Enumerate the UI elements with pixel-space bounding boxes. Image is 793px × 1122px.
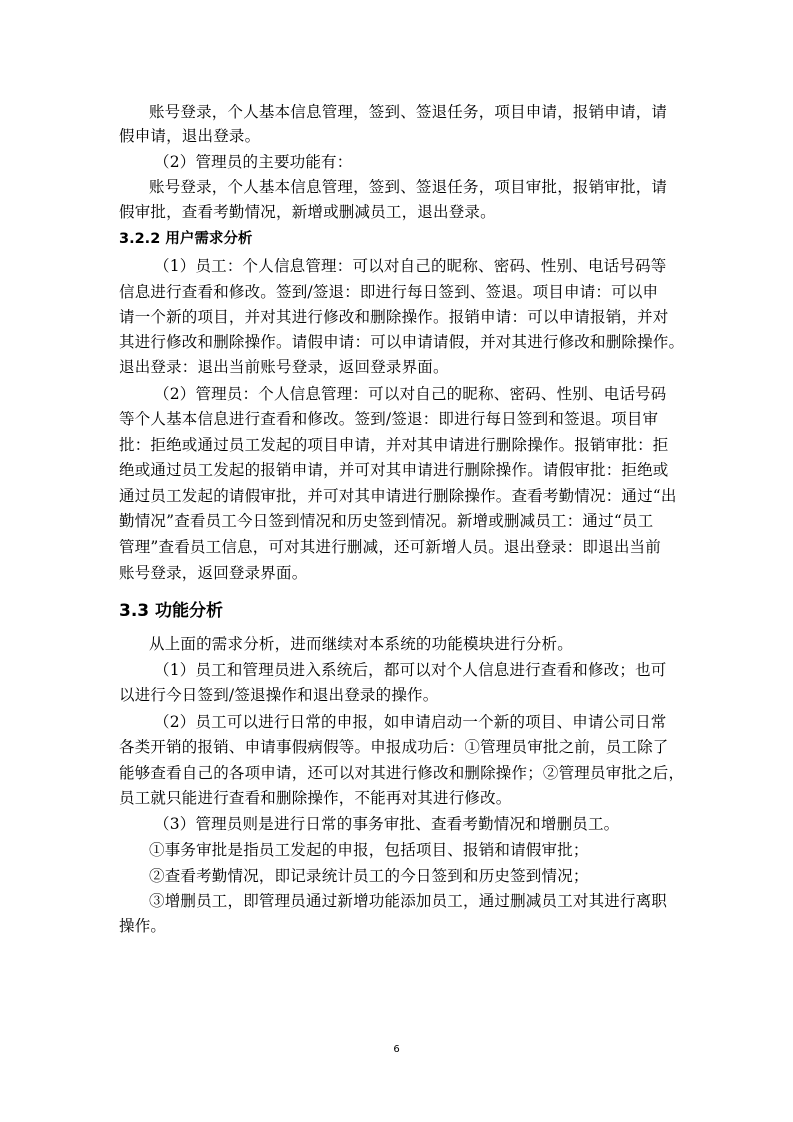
admin-para-line-5: 通过员工发起的请假审批，并可对其申请进行删除操作。查看考勤情况：通过“出	[119, 487, 677, 505]
sub-item-3-line-1: ③增删员工，即管理员通过新增功能添加员工，通过删减员工对其进行离职	[149, 892, 668, 910]
section-heading-3-3: 3.3 功能分析	[119, 601, 224, 621]
employee-para-line-5: 退出登录：退出当前账号登录，返回登录界面。	[119, 358, 449, 376]
employee-para-line-2: 信息进行查看和修改。签到/签退：即进行每日签到、签退。项目申请：可以申	[119, 283, 659, 301]
item-2-line-2: 各类开销的报销、申请事假病假等。申报成功后：①管理员审批之前，员工除了	[119, 738, 669, 756]
item-2-line-3: 能够查看自己的各项申请，还可以对其进行修改和删除操作；②管理员审批之后，	[119, 764, 685, 782]
section-heading-3-2-2: 3.2.2 用户需求分析	[119, 231, 253, 247]
sub-item-2: ②查看考勤情况，即记录统计员工的今日签到和历史签到情况；	[149, 867, 589, 885]
admin-para-line-2: 等个人基本信息进行查看和修改。签到/签退：即进行每日签到和签退。项目审	[119, 410, 659, 428]
function-analysis-intro: 从上面的需求分析，进而继续对本系统的功能模块进行分析。	[149, 635, 573, 653]
admin-para-line-6: 勤情况”查看员工今日签到情况和历史签到情况。新增或删减员工：通过“员工	[119, 512, 654, 530]
admin-functions-line-2: 假审批，查看考勤情况，新增或删减员工，退出登录。	[119, 203, 496, 221]
item-1-line-1: （1）员工和管理员进入系统后，都可以对个人信息进行查看和修改；也可	[154, 661, 667, 679]
admin-para-line-3: 批：拒绝或通过员工发起的项目申请，并对其申请进行删除操作。报销审批：拒	[119, 436, 669, 454]
employee-functions-line-1: 账号登录，个人基本信息管理，签到、签退任务，项目申请，报销申请，请	[149, 103, 668, 121]
item-2-line-4: 员工就只能进行查看和删除操作，不能再对其进行修改。	[119, 789, 512, 807]
employee-para-line-3: 请一个新的项目，并对其进行修改和删除操作。报销申请：可以申请报销，并对	[119, 308, 669, 326]
employee-para-line-4: 其进行修改和删除操作。请假申请：可以申请请假，并对其进行修改和删除操作。	[119, 333, 685, 351]
admin-functions-line-1: 账号登录，个人基本信息管理，签到、签退任务，项目审批，报销审批，请	[149, 178, 668, 196]
page-number: 6	[393, 1044, 400, 1055]
admin-para-line-8: 账号登录，返回登录界面。	[119, 564, 308, 582]
admin-para-line-7: 管理”查看员工信息，可对其进行删减，还可新增人员。退出登录：即退出当前	[119, 538, 661, 556]
admin-functions-intro: （2）管理员的主要功能有：	[154, 153, 353, 171]
employee-para-line-1: （1）员工：个人信息管理：可以对自己的昵称、密码、性别、电话号码等	[154, 257, 667, 275]
sub-item-3-line-2: 操作。	[119, 917, 167, 935]
admin-para-line-4: 绝或通过员工发起的报销申请，并可对其申请进行删除操作。请假审批：拒绝或	[119, 461, 669, 479]
employee-functions-line-2: 假申请，退出登录。	[119, 127, 261, 145]
sub-item-1: ①事务审批是指员工发起的申报，包括项目、报销和请假审批；	[149, 841, 589, 859]
item-1-line-2: 以进行今日签到/签退操作和退出登录的操作。	[119, 686, 439, 704]
item-3-line: （3）管理员则是进行日常的事务审批、查看考勤情况和增删员工。	[154, 815, 620, 833]
admin-para-line-1: （2）管理员：个人信息管理：可以对自己的昵称、密码、性别、电话号码	[154, 385, 667, 403]
item-2-line-1: （2）员工可以进行日常的申报，如申请启动一个新的项目、申请公司日常	[154, 713, 667, 731]
